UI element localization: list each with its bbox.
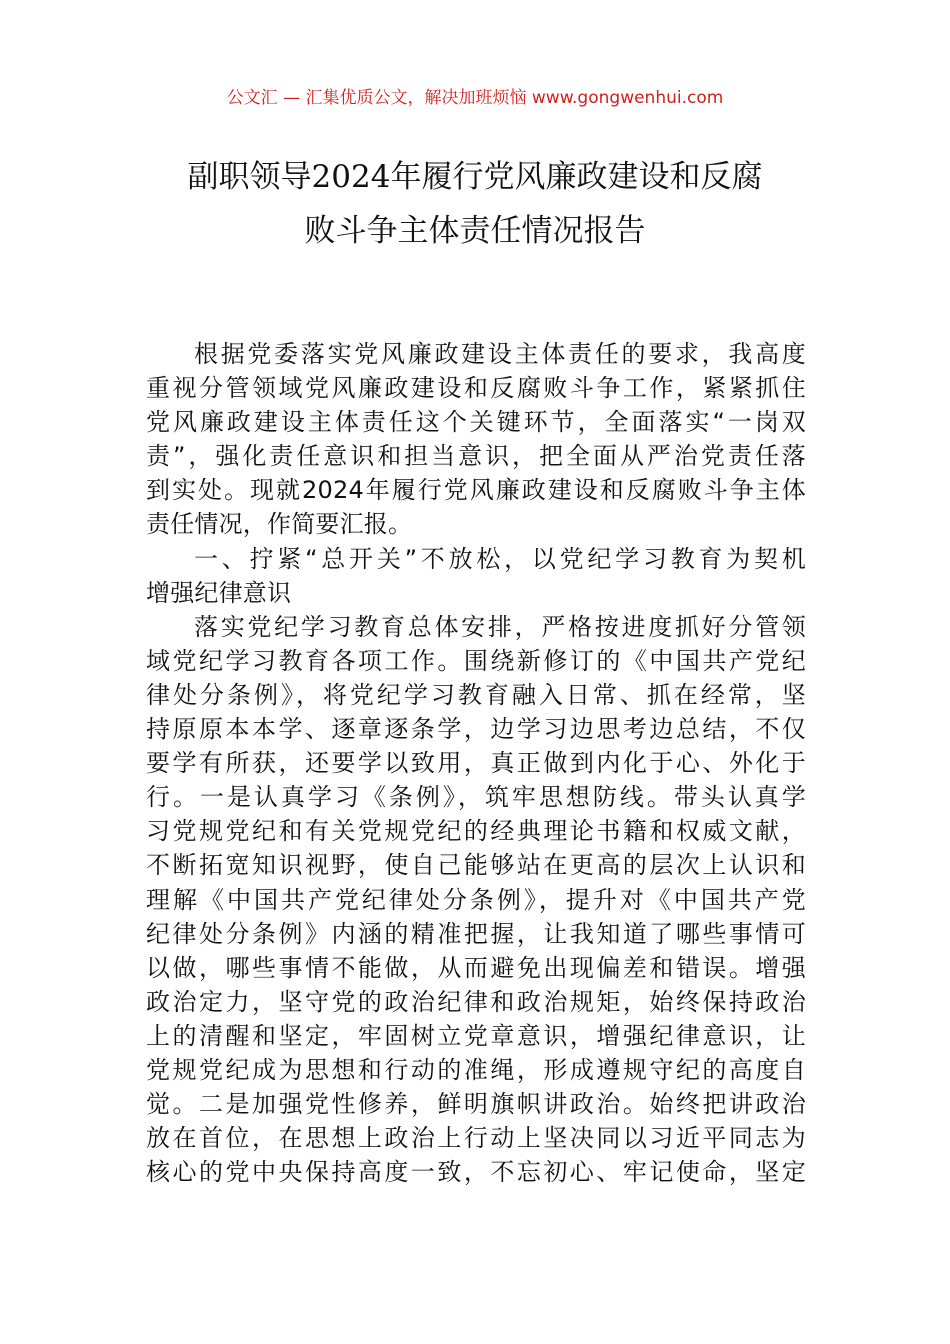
text-line: 要学有所获，还要学以致用，真正做到内化于心、外化于 [146,749,806,778]
title-line-2: 败斗争主体责任情况报告 [304,213,646,249]
text-line: 政治定力，坚守党的政治纪律和政治规矩，始终保持政治 [146,987,806,1016]
text-line: 责任情况，作简要汇报。 [146,510,413,539]
heading-line: 一、拧紧“总开关”不放松，以党纪学习教育为契机 [194,544,806,573]
text-line: 纪律处分条例》内涵的精准把握，让我知道了哪些事情可 [146,919,806,948]
document-body [146,337,806,1189]
text-line: 核心的党中央保持高度一致，不忘初心、牢记使命，坚定 [146,1158,806,1187]
text-line: 以做，哪些事情不能做，从而避免出现偏差和错误。增强 [146,953,806,982]
text-line: 党规党纪成为思想和行动的准绳，形成遵规守纪的高度自 [146,1055,806,1084]
text-line: 放在首位，在思想上政治上行动上坚决同以习近平同志为 [146,1124,806,1153]
text-line: 上的清醒和坚定，牢固树立党章意识，增强纪律意识，让 [146,1021,806,1050]
text-line: 域党纪学习教育各项工作。围绕新修订的《中国共产党纪 [146,646,806,675]
text-line: 根据党委落实党风廉政建设主体责任的要求，我高度 [194,340,806,368]
paragraph-intro [146,337,806,542]
text-line: 到实处。现就2024年履行党风廉政建设和反腐败斗争主体 [146,476,806,505]
text-line: 理解《中国共产党纪律处分条例》，提升对《中国共产党 [146,885,806,914]
text-line: 党风廉政建设主体责任这个关键环节，全面落实“一岗双 [146,408,806,437]
text-line: 行。一是认真学习《条例》，筑牢思想防线。带头认真学 [146,783,806,812]
document-title [130,150,820,258]
text-line: 习党规党纪和有关党规党纪的经典理论书籍和权威文献， [146,817,806,846]
paragraph-section-1 [146,610,806,1190]
text-line: 律处分条例》，将党纪学习教育融入日常、抓在经常，坚 [146,680,806,709]
site-banner[interactable]: 公文汇 — 汇集优质公文，解决加班烦恼 www.gongwenhui.com [226,88,724,108]
heading-line: 增强纪律意识 [146,578,292,607]
text-line: 责”，强化责任意识和担当意识，把全面从严治党责任落 [146,442,806,471]
text-line: 觉。二是加强党性修养，鲜明旗帜讲政治。始终把讲政治 [146,1090,806,1119]
text-line: 重视分管领域党风廉政建设和反腐败斗争工作，紧紧抓住 [146,374,806,403]
title-line-1: 副职领导2024年履行党风廉政建设和反腐 [187,159,763,195]
text-line: 不断拓宽知识视野，使自己能够站在更高的层次上认识和 [146,851,806,880]
text-line: 落实党纪学习教育总体安排，严格按进度抓好分管领 [194,612,806,641]
text-line: 持原原本本学、逐章逐条学，边学习边思考边总结，不仅 [146,715,806,744]
section-heading-1 [146,542,806,610]
